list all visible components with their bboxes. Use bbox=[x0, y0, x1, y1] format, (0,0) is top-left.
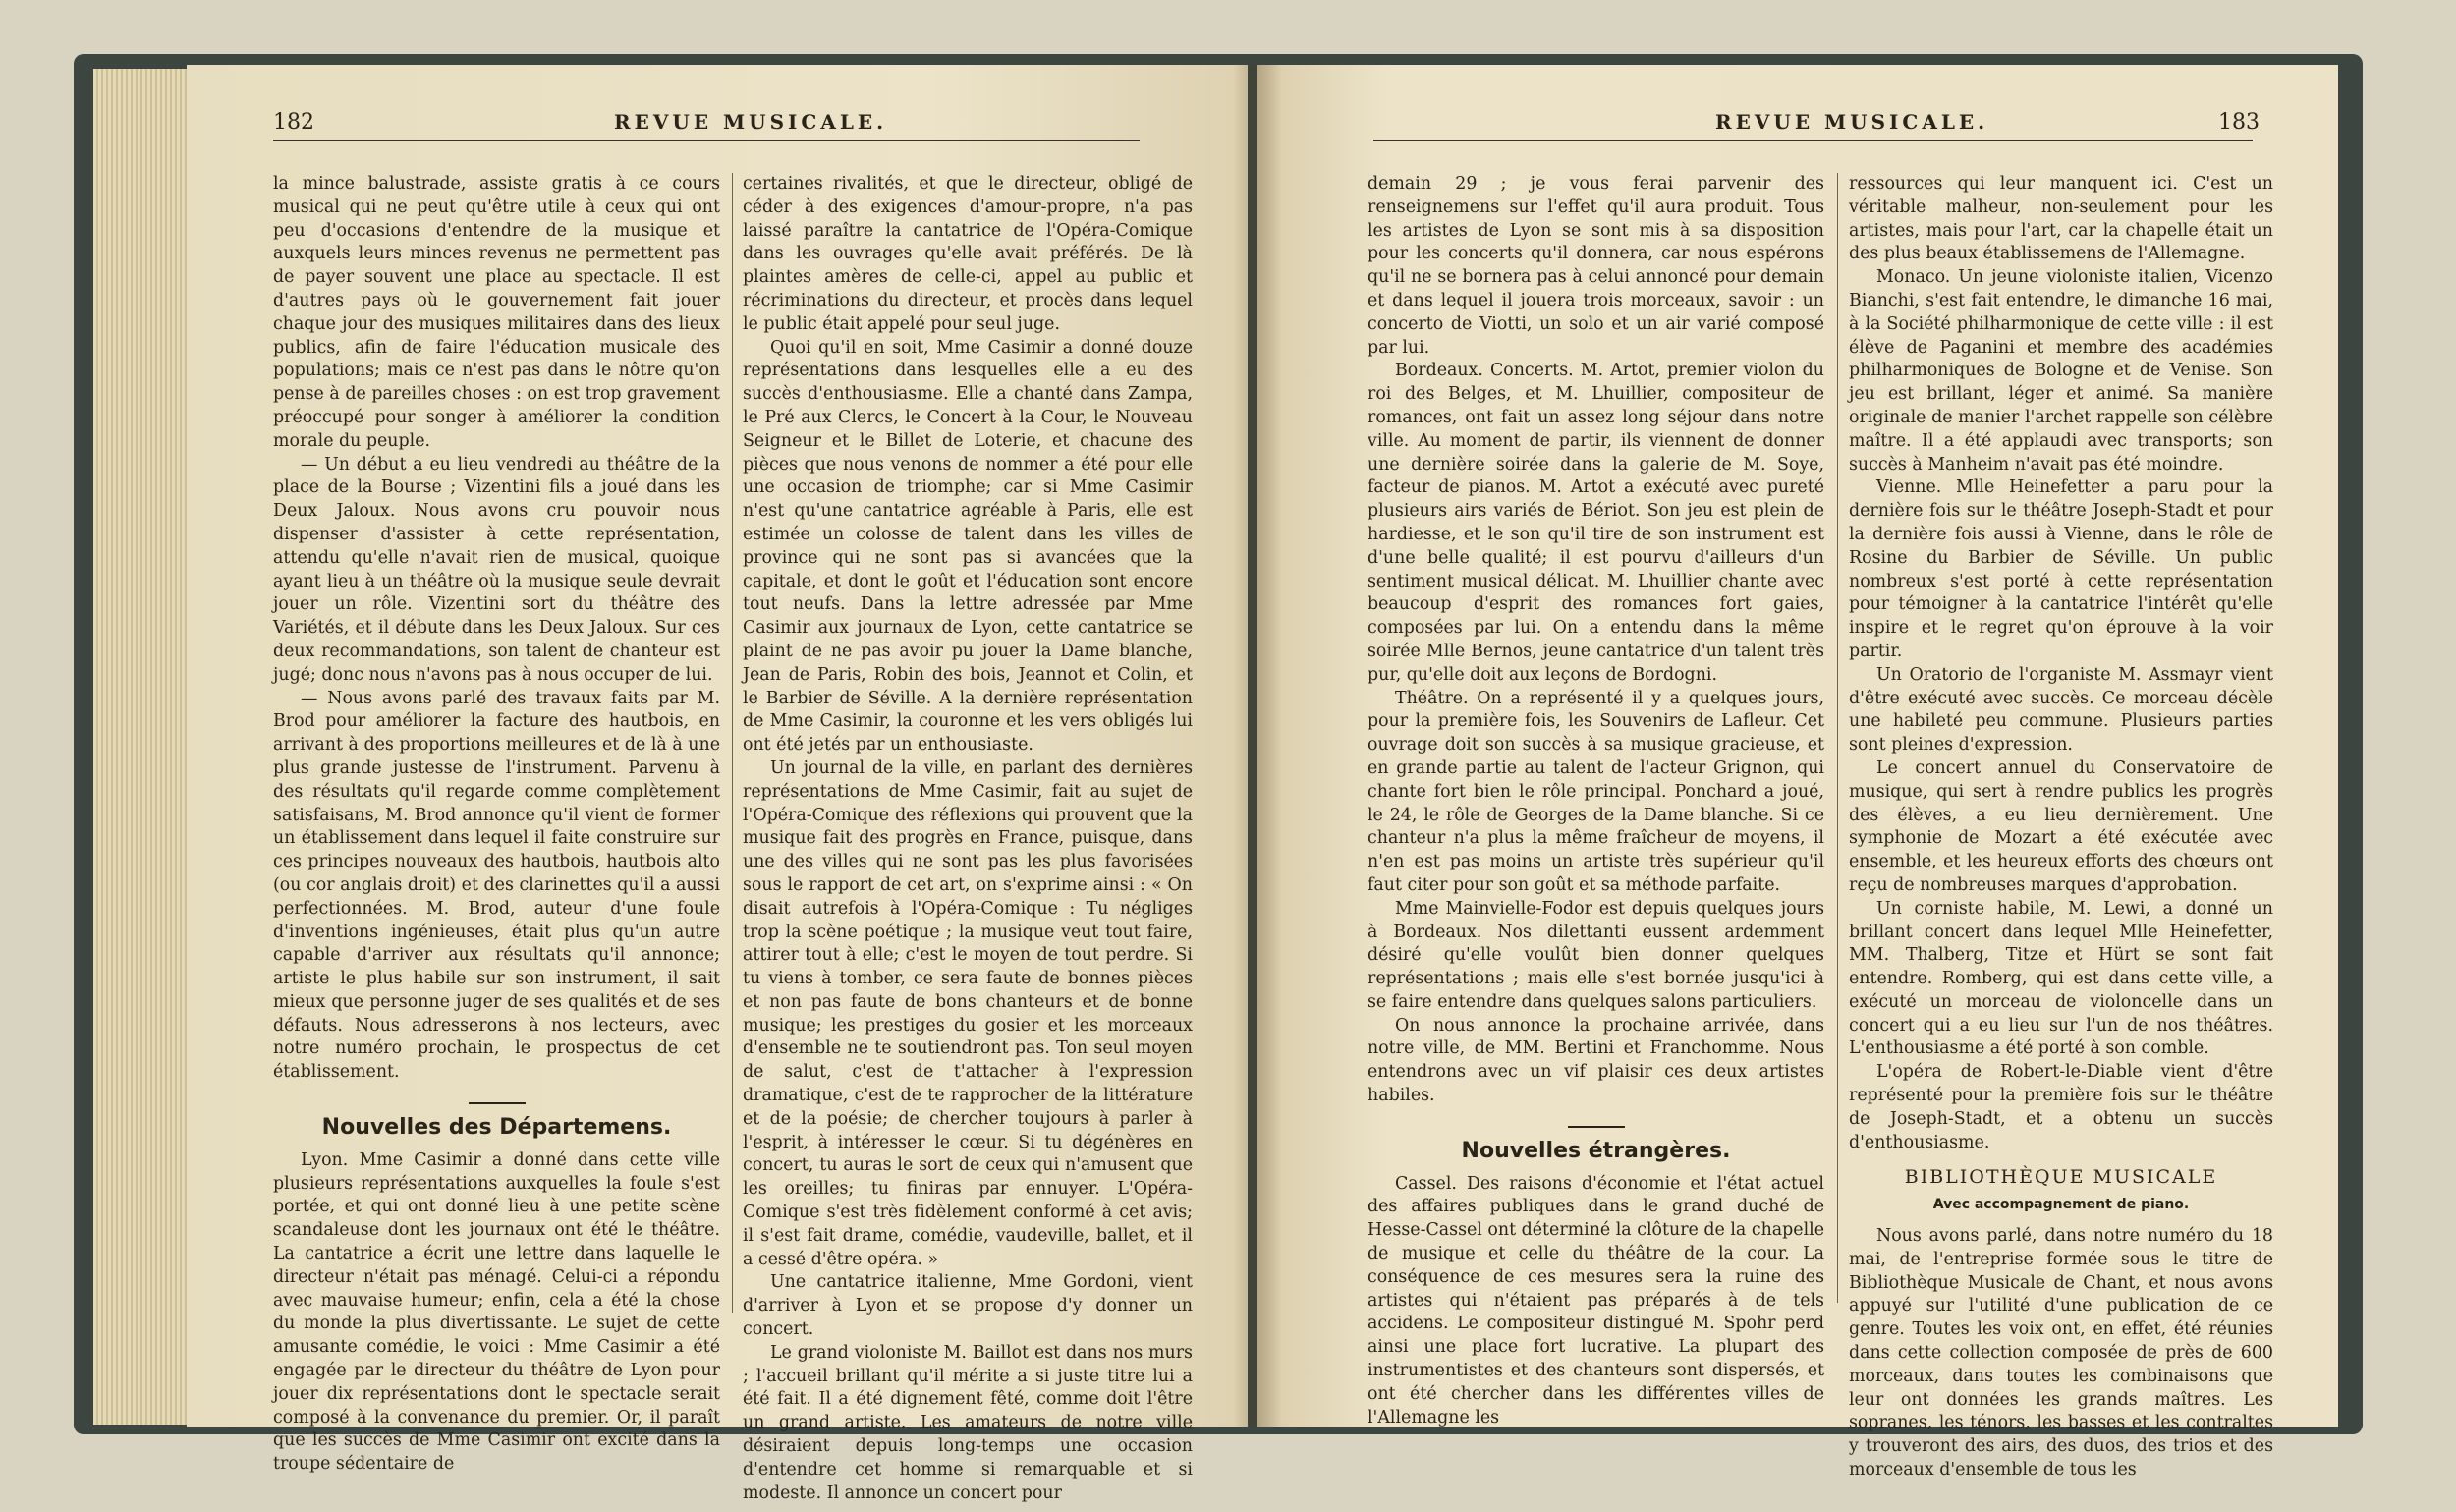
right-column-divider bbox=[1837, 173, 1838, 1303]
right-column-1 bbox=[1368, 173, 1824, 1428]
paragraph: la mince balustrade, assiste gratis à ce cours musical qui ne peut qu'être utile à ceux qui ont peu d'occasions d'entendre de la musique et auxquels leurs minces revenus ne permettent pas de payer souvent une place au spectacle. Il est d'autres pays où le gouvernement fait jouer chaque jour des musiques militaires dans des lieux publics, afin de faire l'éducation musicale des populations; mais ce n'est pas dans le nôtre qu'on pense à de pareilles choses : on est trop gravement préoccupé pour songer à améliorer la condition morale du peuple. bbox=[273, 174, 720, 451]
section-title: Nouvelles des Départemens. bbox=[321, 1115, 672, 1141]
paragraph: Quoi qu'il en soit, Mme Casimir a donné douze représentations dans lesquelles elle a eu des succès d'enthousiasme. Elle a chanté dans Zampa, le Pré aux Clercs, le Concert à la Cour, le Nouveau Seigneur et le Billet de Loterie, et chacune des pièces que nous venons de nommer a été pour elle une occasion de triomphe; car si Mme Casimir n'est qu'une cantatrice agréable à Paris, elle est estimée un colosse de talent dans les villes de province qui ne sont pas si avancées que la capitale, et dont le goût et l'éducation sont encore tout neufs. Dans la lettre adressée par Mme Casimir aux journaux de Lyon, cette cantatrice se plaint de ne pas avoir pu jouer la Dame blanche, Jean de Paris, Robin des bois, Jeannot et Colin, et le Barbier de Séville. A la dernière représentation de Mme Casimir, la couronne et les vers obligés lui ont été jetés par un enthousiaste. bbox=[743, 337, 1193, 756]
paragraph: Théâtre. On a représenté il y a quelques jours, pour la première fois, les Souvenirs de Lafleur. Cet ouvrage doit son succès à sa musique gracieuse, et en grande partie au talent de l'acteur Grignon, qui chante fort bien le rôle principal. Ponchard a joué, le 24, le rôle de Georges de la Dame blanche. Si ce chanteur n'a plus la même fraîcheur de moyens, il n'en est pas moins un artiste très supérieur qu'il faut citer pour son goût et sa méthode parfaite. bbox=[1368, 688, 1824, 895]
paragraph: Vienne. Mlle Heinefetter a paru pour la dernière fois sur le théâtre Joseph-Stadt et pour la dernière fois aussi à Vienne, dans le rôle de Rosine du Barbier de Séville. Un public nombreux s'est porté à cette représentation pour témoigner à la cantatrice l'intérêt qu'elle inspire et le regret qu'on éprouve à la voir partir. bbox=[1849, 477, 2273, 661]
left-page-header bbox=[187, 110, 1248, 153]
right-page-number: 183 bbox=[2218, 110, 2260, 135]
paragraph: Nous avons parlé, dans notre numéro du 18 mai, de l'entreprise formée sous le titre de Bibliothèque Musicale de Chant, et nous avons appuyé sur l'utilité d'une publication de ce genre. Toutes les voix ont, en effet, été réunies dans cette collection composée de près de 600 morceaux, dans toutes les combinaisons que leur ont données les grands maîtres. Les sopranes, les ténors, les basses et les contraltes y trouveront des airs, des duos, des trios et des morceaux d'ensemble de tous les bbox=[1849, 1226, 2273, 1481]
paragraph: Le concert annuel du Conservatoire de musique, qui sert à rendre publics les progrès des élèves, a eu lieu dernièrement. Une symphonie de Mozart a été exécutée avec ensemble, et les heureux efforts des chœurs ont reçu de nombreuses marques d'approbation. bbox=[1849, 757, 2273, 895]
right-column-2 bbox=[1849, 173, 2273, 1481]
section-title: Nouvelles étrangères. bbox=[1461, 1138, 1731, 1163]
left-column-divider bbox=[732, 173, 733, 1313]
section-rule bbox=[469, 1102, 526, 1104]
paragraph: L'opéra de Robert-le-Diable vient d'être représenté pour la première fois sur le théâtre de Joseph-Stadt, et a obtenu un succès d'enthousiasme. bbox=[1849, 1062, 2273, 1152]
right-page-header bbox=[1257, 110, 2338, 153]
paragraph: Monaco. Un jeune violoniste italien, Vicenzo Bianchi, s'est fait entendre, le dimanche 16 mai, à la Société philharmonique de cette ville : il est élève de Paganini et membre des académies philharmoniques de Bologne et de Venise. Son jeu est brillant, léger et animé. Sa manière originale de manier l'archet rappelle son célèbre maître. Il a été applaudi avec transports; son succès à Manheim n'avait pas été moindre. bbox=[1849, 267, 2273, 475]
bibliotheque-title: BIBLIOTHÈQUE MUSICALE bbox=[1904, 1166, 2218, 1189]
paragraph: — Un début a eu lieu vendredi au théâtre de la place de la Bourse ; Vizentini fils a joué dans les Deux Jaloux. Nous avons cru pouvoir nous dispenser d'assister à cette représentation, attendu qu'elle n'avait rien de musical, quoique ayant lieu à un théâtre où la musique seule devrait jouer un rôle. Vizentini sort du théâtre des Variétés, et il débute dans les Deux Jaloux. Sur ces deux recommandations, son talent de chanteur est jugé; donc nous n'avons pas à nous occuper de lui. bbox=[273, 454, 720, 685]
book-gutter-shadow bbox=[1233, 65, 1282, 1427]
right-running-title: REVUE MUSICALE. bbox=[1715, 110, 1989, 134]
paragraph: certaines rivalités, et que le directeur, obligé de céder à des exigences d'amour-propre, n'a pas laissé paraître la cantatrice de l'Opéra-Comique dans les ouvrages qu'elle avait préférés. De là plaintes amères de celle-ci, appel au public et récriminations du directeur, et procès dans lequel le public était appelé pour seul juge. bbox=[743, 174, 1193, 334]
paragraph: Cassel. Des raisons d'économie et l'état actuel des affaires publiques dans le grand duché de Hesse-Cassel ont déterminé la clôture de la chapelle de musique et celle du théâtre de la cour. La conséquence de ces mesures sera la ruine des artistes qui n'étaient pas préparés à de tels accidens. Le compositeur distingué M. Spohr perd ainsi une place fort lucrative. La plupart des instrumentistes et des chanteurs sont dispersés, et ont été chercher dans les différentes villes de l'Allemagne les bbox=[1368, 1173, 1824, 1428]
left-page bbox=[187, 65, 1248, 1503]
right-page bbox=[1257, 65, 2338, 1481]
left-column-1 bbox=[273, 173, 720, 1475]
left-header-rule bbox=[273, 140, 1140, 141]
paragraph: Lyon. Mme Casimir a donné dans cette ville plusieurs représentations auxquelles la foule s'est portée, et qui ont donné lieu à une petite scène scandaleuse dont les journaux ont été le théâtre. La cantatrice a écrit une lettre dans laquelle le directeur n'était pas ménagé. Celui-ci a répondu avec mauvaise humeur; enfin, cela a été la chose du monde la plus divertissante. Le sujet de cette amusante comédie, le voici : Mme Casimir a été engagée par le directeur du théâtre de Lyon pour jouer dix représentations dont le spectacle serait composé à la convenance du premier. Or, il paraît que les succès de Mme Casimir ont excité dans la troupe sédentaire de bbox=[273, 1149, 720, 1475]
paragraph: Mme Mainvielle-Fodor est depuis quelques jours à Bordeaux. Nos dilettanti eussent ardemment désiré qu'elle voulût bien donner quelques représentations ; mais elle s'est bornée jusqu'ici à se faire entendre dans quelques salons particuliers. bbox=[1368, 898, 1824, 1012]
paragraph: On nous annonce la prochaine arrivée, dans notre ville, de MM. Bertini et Franchomme. Nous entendrons avec un vif plaisir ces deux artistes habiles. bbox=[1368, 1015, 1824, 1106]
paragraph: — Nous avons parlé des travaux faits par M. Brod pour améliorer la facture des hautbois, en arrivant à des proportions meilleures et de là à une plus grande justesse de l'instrument. Parvenu à des résultats qu'il regarde comme complètement satisfaisans, M. Brod annonce qu'il vient de former un établissement dans lequel il faite construire sur ces principes nouveaux des hautbois, hautbois alto (ou cor anglais droit) et des clarinettes qu'il a aussi perfectionnées. M. Brod, auteur d'une foule d'inventions ingénieuses, était plus qu'un autre capable d'arriver aux résultats qu'il annonce; artiste le plus habile sur son instrument, il sait mieux que personne juger de ses qualités et de ses défauts. Nous adresserons à nos lecteurs, avec notre numéro prochain, le prospectus de cet établissement. bbox=[273, 688, 720, 1083]
section-rule bbox=[1568, 1126, 1625, 1128]
paragraph: ressources qui leur manquent ici. C'est un véritable malheur, non-seulement pour les artistes, mais pour l'art, car la chapelle était un des plus beaux établissemens de l'Allemagne. bbox=[1849, 174, 2273, 264]
paragraph: Un journal de la ville, en parlant des dernières représentations de Mme Casimir, fait au sujet de l'Opéra-Comique des réflexions qui prouvent que la musique fait des progrès en France, puisque, dans une des villes qui ne sont pas les plus favorisées sous le rapport de cet art, on s'exprime ainsi : « On disait autrefois à l'Opéra-Comique : Tu négliges trop la scène poétique ; la musique veut tout faire, attirer tout à elle; c'est le moyen de tout perdre. Si tu viens à tomber, ce sera faute de bonnes pièces et non pas faute de bons chanteurs et de bonne musique; les prestiges du gosier et les morceaux d'ensemble ne te soutiendront pas. Ton seul moyen de salut, c'est de t'attacher à l'expression dramatique, c'est de te rapprocher de la littérature et de la poésie; de chercher toujours à parler à l'esprit, à intéresser le cœur. Si tu dégénères en concert, tu auras le sort de ceux qui n'amusent que les oreilles; tu finiras par ennuyer. L'Opéra-Comique s'est très fidèlement conformé à cet avis; il s'est fait drame, comédie, vaudeville, ballet, et il a cessé d'être opéra. » bbox=[743, 757, 1193, 1269]
left-page-number: 182 bbox=[273, 110, 314, 135]
paragraph: Bordeaux. Concerts. M. Artot, premier violon du roi des Belges, et M. Lhuillier, compositeur de romances, ont fait un assez long séjour dans notre ville. Au moment de partir, ils viennent de donner une dernière soirée dans la galerie de M. Soye, facteur de pianos. M. Artot a exécuté avec pureté plusieurs airs variés de Bériot. Son jeu est plein de hardiesse, et le son qu'il tire de son instrument est d'une belle qualité; il est pourvu d'ailleurs d'un sentiment musical délicat. M. Lhuillier chante avec beaucoup d'esprit des romances fort gaies, composées par lui. On a entendu dans la même soirée Mlle Bernos, jeune cantatrice d'un talent très pur, qu'elle doit aux leçons de Bordogni. bbox=[1368, 361, 1824, 685]
left-running-title: REVUE MUSICALE. bbox=[614, 110, 888, 134]
paragraph: Un corniste habile, M. Lewi, a donné un brillant concert dans lequel Mlle Heinefetter, MM. Thalberg, Titze et Hürt se sont fait entendre. Romberg, qui est dans cette ville, a exécuté un morceau de violoncelle dans un concert qui a eu lieu sur l'un de nos théâtres. L'enthousiasme a été porté à son comble. bbox=[1849, 898, 2273, 1059]
paragraph: Le grand violoniste M. Baillot est dans nos murs ; l'accueil brillant qu'il mérite a si juste titre lui a été fait. Il a été dignement fêté, comme doit l'être un grand artiste. Les amateurs de notre ville désiraient depuis long-temps une occasion d'entendre cet homme si remarquable et si modeste. Il annonce un concert pour bbox=[743, 1342, 1193, 1503]
paragraph: Un Oratorio de l'organiste M. Assmayr vient d'être exécuté avec succès. Ce morceau décèle une habileté peu commune. Plusieurs parties sont pleines d'expression. bbox=[1849, 664, 2273, 756]
paragraph: Une cantatrice italienne, Mme Gordoni, vient d'arriver à Lyon et se propose d'y donner un concert. bbox=[743, 1272, 1193, 1340]
right-header-rule bbox=[1373, 140, 2253, 141]
paragraph: demain 29 ; je vous ferai parvenir des renseignemens sur l'effet qu'il aura produit. Tous les artistes de Lyon se sont mis à sa disposition pour les concerts qu'il donnera, car nous espérons qu'il ne se bornera pas à celui annoncé pour demain et dans lequel il jouera trois morceaux, savoir : un concerto de Viotti, un solo et un air varié composé par lui. bbox=[1368, 174, 1824, 358]
bibliotheque-subtitle: Avec accompagnement de piano. bbox=[1932, 1197, 2190, 1213]
left-column-2 bbox=[743, 173, 1193, 1503]
